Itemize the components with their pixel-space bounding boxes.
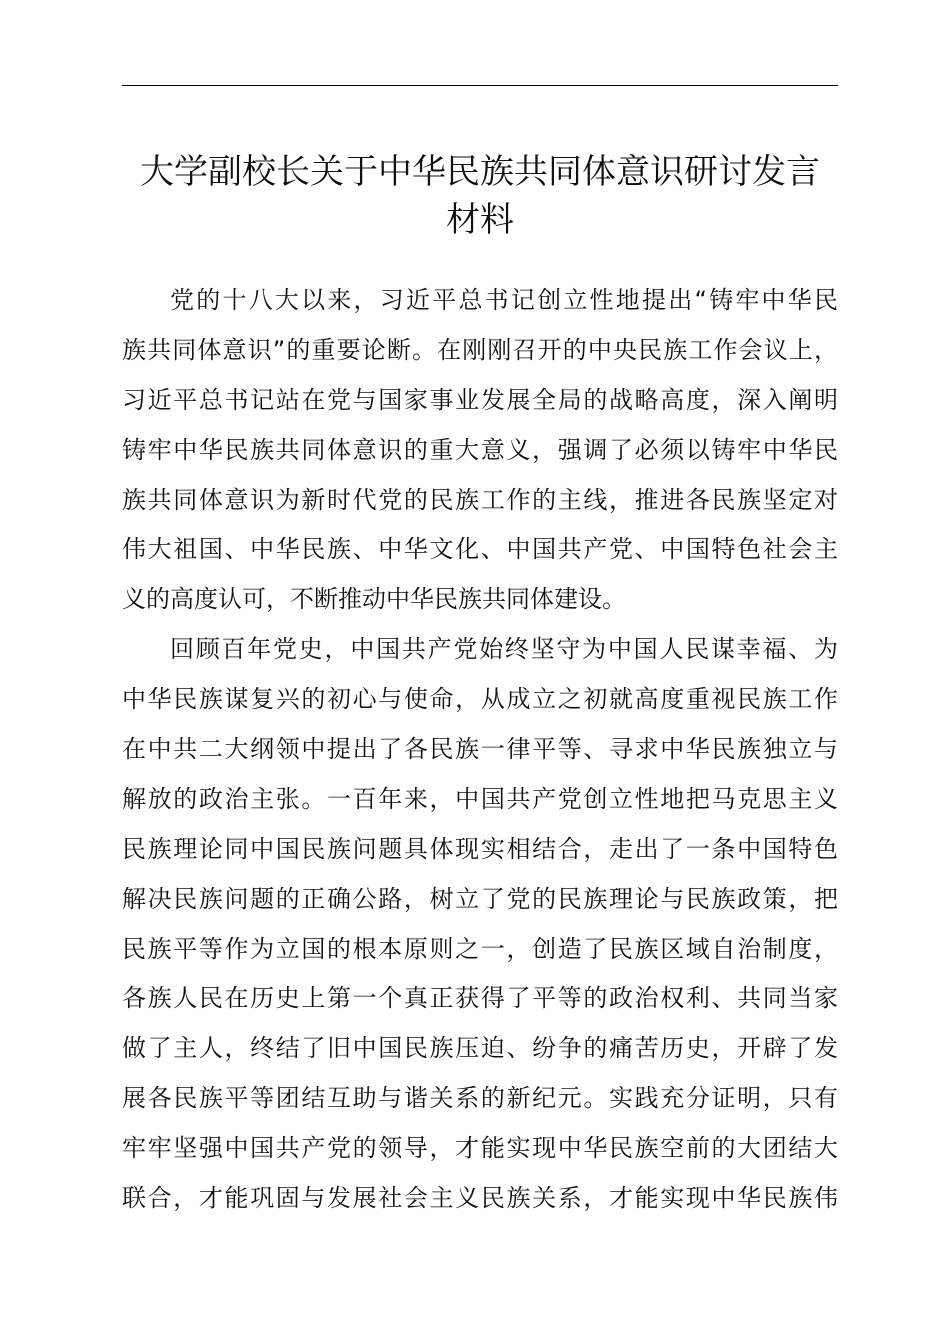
text-line: 民族理论同中国民族问题具体现实相结合，走出了一条中国特色 — [122, 834, 838, 863]
text-line: 解放的政治主张。一百年来，中国共产党创立性地把马克思主义 — [122, 784, 838, 813]
text-line: 习近平总书记站在党与国家事业发展全局的战略高度，深入阐明 — [122, 385, 838, 414]
text-line: 各族人民在历史上第一个真正获得了平等的政治权利、共同当家 — [122, 984, 838, 1013]
text-line: 族共同体意识为新时代党的民族工作的主线，推进各民族坚定对 — [122, 485, 838, 514]
paragraph-2 — [122, 625, 838, 1224]
text-line: 做了主人，终结了旧中国民族压迫、纷争的痛苦历史，开辟了发 — [122, 1034, 838, 1063]
text-line: 回顾百年党史，中国共产党始终坚守为中国人民谋幸福、为 — [170, 635, 838, 664]
text-line: 中华民族谋复兴的初心与使命，从成立之初就高度重视民族工作 — [122, 685, 838, 714]
paragraph-1 — [122, 276, 838, 625]
text-line: 民族平等作为立国的根本原则之一，创造了民族区域自治制度， — [122, 934, 838, 963]
text-line: 牢牢坚强中国共产党的领导，才能实现中华民族空前的大团结大 — [122, 1134, 838, 1163]
text-line: 铸牢中华民族共同体意识的重大意义，强调了必须以铸牢中华民 — [122, 435, 838, 464]
text-line: 联合，才能巩固与发展社会主义民族关系，才能实现中华民族伟 — [122, 1184, 838, 1213]
title-line: 材料 — [446, 200, 514, 240]
text-line: 族共同体意识”的重要论断。在刚刚召开的中央民族工作会议上， — [122, 335, 838, 364]
header-rule — [122, 85, 838, 86]
title-line: 大学副校长关于中华民族共同体意识研讨发言 — [140, 152, 820, 192]
text-line: 党的十八大以来，习近平总书记创立性地提出“铸牢中华民 — [170, 286, 838, 314]
text-line: 解决民族问题的正确公路，树立了党的民族理论与民族政策，把 — [122, 884, 838, 913]
text-line: 在中共二大纲领中提出了各民族一律平等、寻求中华民族独立与 — [122, 735, 838, 764]
document-body — [122, 276, 838, 1224]
text-line: 伟大祖国、中华民族、中华文化、中国共产党、中国特色社会主 — [122, 535, 838, 564]
text-line: 义的高度认可，不断推动中华民族共同体建设。 — [122, 585, 626, 614]
text-line: 展各民族平等团结互助与谐关系的新纪元。实践充分证明，只有 — [122, 1084, 838, 1113]
document-title — [122, 148, 838, 244]
